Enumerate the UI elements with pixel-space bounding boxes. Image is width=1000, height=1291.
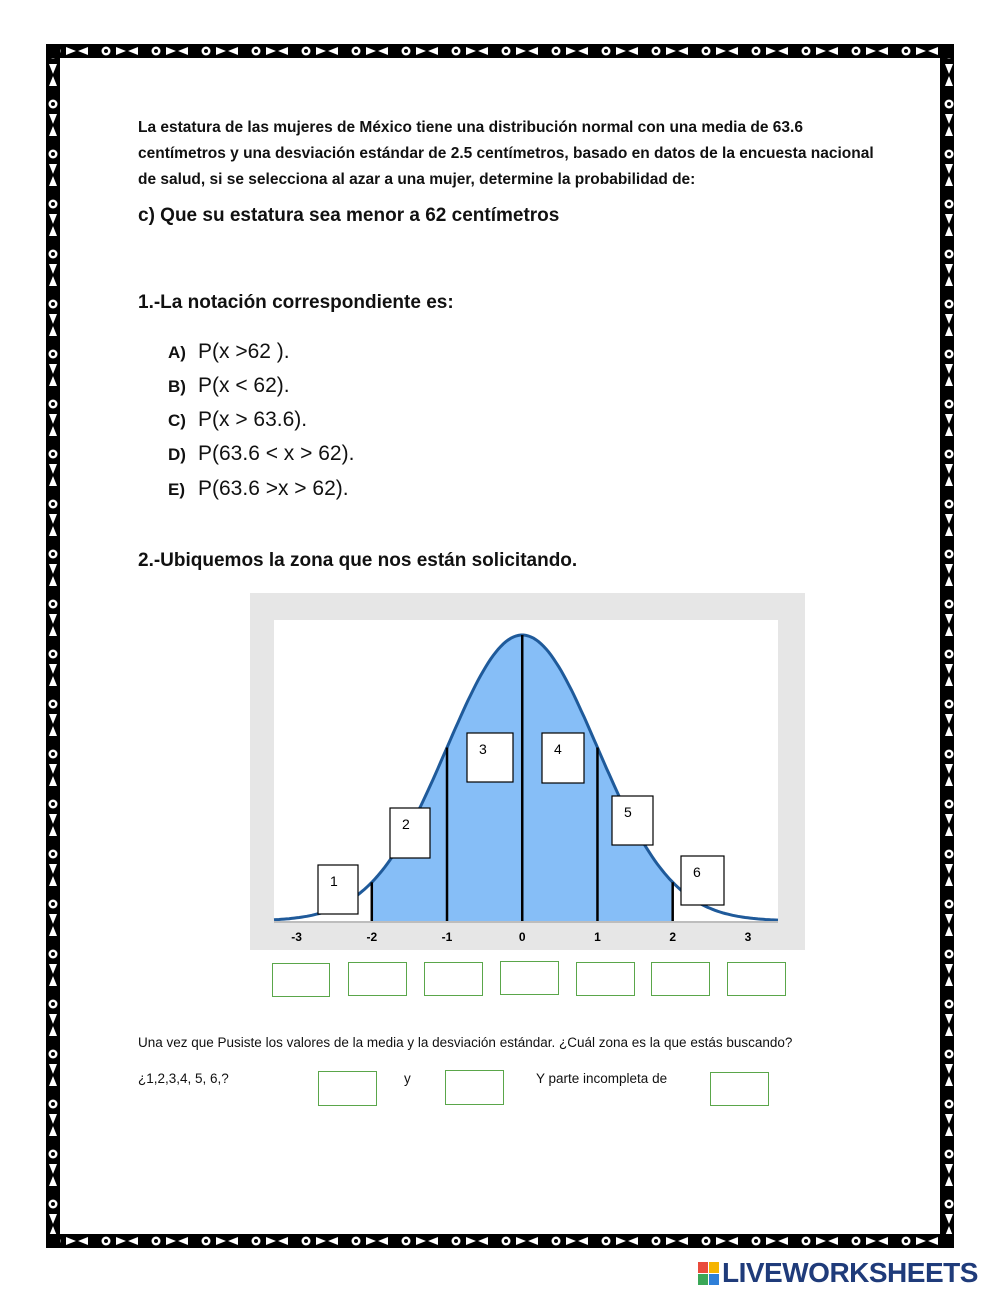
option-letter: C)	[168, 411, 186, 430]
section-2-title: 2.-Ubiquemos la zona que nos están solicitando.	[138, 550, 578, 571]
zone-label-text: 3	[479, 741, 487, 757]
zone-label-box	[390, 808, 430, 858]
zone-answer-1[interactable]	[318, 1071, 377, 1106]
conjunction-label: y	[404, 1071, 411, 1086]
x-tick-label: 1	[594, 930, 601, 944]
x-tick-label: -2	[366, 930, 378, 944]
zone-label-text: 5	[624, 804, 632, 820]
option-text: P(x < 62).	[198, 374, 290, 397]
x-tick-label: 3	[744, 930, 752, 944]
answer-box-pos1[interactable]	[576, 962, 635, 996]
option-text: P(x > 63.6).	[198, 408, 308, 431]
zone-label-text: 6	[693, 864, 701, 880]
answer-box-neg1[interactable]	[424, 962, 483, 996]
zone-label-box	[318, 865, 358, 914]
option-letter: E)	[168, 480, 185, 499]
zone-label-box	[467, 733, 513, 782]
x-tick-label: -3	[291, 930, 302, 944]
zone-label-1	[318, 865, 358, 914]
option-b	[168, 374, 290, 398]
zone-question: Una vez que Pusiste los valores de la media y la desviación estándar. ¿Cuál zona es la que estás buscando?	[138, 1035, 793, 1050]
question-c: c) Que su estatura sea menor a 62 centímetros	[138, 205, 560, 226]
option-e	[168, 477, 349, 501]
option-text: P(x >62 ).	[198, 340, 290, 363]
problem-statement: La estatura de las mujeres de México tiene una distribución normal con una media de 63.6 centímetros y una desviación estándar de 2.5 centímetros, basado en datos de la encuesta nacional de salud, si se selecciona al azar a una mujer, determine la probabilidad de:	[138, 119, 874, 188]
zone-label-text: 4	[554, 741, 562, 757]
option-c	[168, 408, 307, 432]
incomplete-zone-answer[interactable]	[710, 1072, 769, 1106]
answer-box-neg2[interactable]	[348, 962, 407, 996]
option-letter: B)	[168, 377, 186, 396]
zone-label-5	[612, 796, 653, 845]
x-tick-label: -1	[441, 930, 453, 944]
x-tick-labels	[291, 930, 751, 944]
option-letter: A)	[168, 343, 186, 362]
liveworksheets-brand	[698, 1257, 978, 1289]
zone-label-text: 1	[330, 873, 338, 889]
zone-label-6	[681, 856, 724, 905]
zone-label-3	[467, 733, 513, 782]
zones-prompt: ¿1,2,3,4, 5, 6,?	[138, 1071, 229, 1086]
option-text: P(63.6 >x > 62).	[198, 477, 349, 500]
zone-label-box	[612, 796, 653, 845]
zone-label-text: 2	[402, 816, 410, 832]
answer-box-pos2[interactable]	[651, 962, 710, 996]
zone-label-box	[542, 733, 584, 783]
answer-box-zero[interactable]	[500, 961, 559, 995]
incomplete-zone-label: Y parte incompleta de	[536, 1071, 668, 1086]
brand-name: LIVEWORKSHEETS	[722, 1257, 978, 1288]
option-a	[168, 340, 290, 364]
option-text: P(63.6 < x > 62).	[198, 442, 355, 465]
x-tick-label: 2	[669, 930, 677, 944]
answer-box-pos3[interactable]	[727, 962, 786, 996]
x-tick-label: 0	[518, 930, 526, 944]
zone-answer-2[interactable]	[445, 1070, 504, 1105]
liveworksheets-logo-icon	[698, 1262, 719, 1285]
normal-curve-chart	[250, 593, 805, 950]
zone-label-4	[542, 733, 584, 783]
zone-label-2	[390, 808, 430, 858]
answer-box-neg3[interactable]	[272, 963, 330, 997]
option-d	[168, 442, 354, 466]
section-1-title: 1.-La notación correspondiente es:	[138, 292, 454, 313]
zone-label-box	[681, 856, 724, 905]
normal-curve-svg	[250, 593, 805, 950]
option-letter: D)	[168, 445, 186, 464]
